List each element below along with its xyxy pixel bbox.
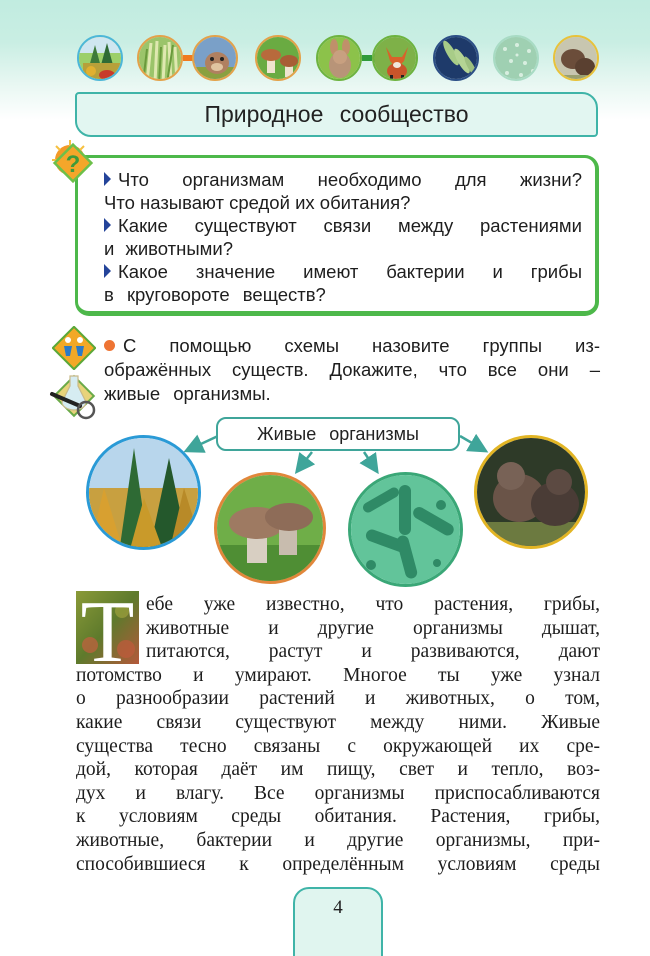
question-item: Какие существуют связи между растениями [104, 214, 582, 237]
question-item: Что организмам необходимо для жизни? [104, 168, 582, 191]
forest-thumbnail [77, 35, 123, 81]
svg-text:Т: Т [80, 591, 135, 664]
hamster-thumbnail [192, 35, 238, 81]
body-line: потомство и умирают. Многое ты уже узнал [76, 664, 600, 686]
page-number: 4 [333, 897, 343, 918]
body-line: способившиеся к определённым условиям среды [76, 853, 600, 875]
hare-thumbnail [316, 35, 362, 81]
question-mark-icon [48, 138, 98, 188]
svg-text:?: ? [65, 151, 81, 178]
question-item: в круговороте веществ? [104, 284, 326, 305]
microorganisms-thumbnail [433, 35, 479, 81]
body-line: к условиям среды обитания. Растения, грибы, [76, 806, 600, 828]
task-line: ображённых существ. Докажите, что все они – [104, 359, 600, 380]
bacteria-image [348, 472, 463, 587]
bullet-triangle-icon [104, 218, 111, 232]
animals-image [474, 435, 588, 549]
body-line: животные и другие организмы дышат, [146, 617, 600, 639]
body-line: какие связи существуют между ними. Живые [76, 711, 600, 733]
body-line: животные, бактерии и другие организмы, при- [76, 829, 600, 851]
bullet-triangle-icon [104, 264, 111, 278]
bacteria-colony-thumbnail [493, 35, 539, 81]
page-title: Природное сообщество [204, 101, 469, 127]
bullet-dot-icon [104, 340, 115, 351]
bear-cubs-thumbnail [553, 35, 599, 81]
body-line: питаются, растут и развиваются, дают [146, 641, 600, 663]
research-magnifier-icon [48, 372, 100, 422]
questions-list [104, 168, 582, 306]
body-line: существа тесно связаны с окружающей их сре- [76, 735, 600, 757]
body-line: дух и влагу. Все организмы приспосабливаются [76, 782, 600, 804]
fox-thumbnail [372, 35, 418, 81]
task-instruction [104, 334, 600, 406]
task-line: С помощью схемы назовите группы из- [104, 334, 600, 358]
plants-image [86, 435, 201, 550]
question-item: Что называют средой их обитания? [104, 192, 411, 213]
grass-thumbnail [137, 35, 183, 81]
section-title-box [75, 92, 598, 137]
diagram-root-node: Живые организмы [216, 417, 460, 451]
question-item: Какое значение имеют бактерии и грибы [104, 260, 582, 283]
task-line: живые организмы. [104, 383, 271, 404]
mushrooms-thumbnail [255, 35, 301, 81]
question-item: и животными? [104, 238, 234, 259]
fungi-image [214, 472, 326, 584]
body-line: дой, которая даёт им пищу, свет и тепло, воз- [76, 759, 600, 781]
pair-work-icon [52, 326, 96, 370]
body-paragraph [76, 593, 600, 876]
body-line: о разнообразии растений и животных, о том, [76, 688, 600, 710]
bullet-triangle-icon [104, 172, 111, 186]
body-line: ебе уже известно, что растения, грибы, [146, 594, 600, 615]
page-number-tab [293, 887, 383, 956]
